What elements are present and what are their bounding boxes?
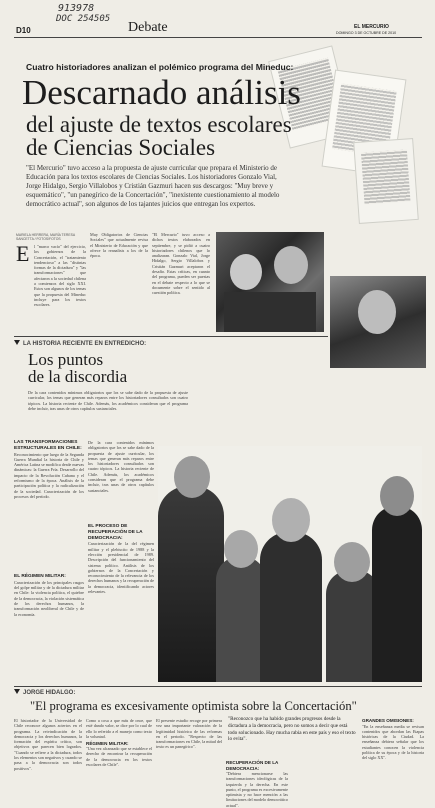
sidebar-section-transformaciones (14, 440, 84, 562)
article-kicker: Cuatro historiadores analizan el polémico programa del Mineduc: (26, 62, 294, 72)
interview-col-4-heading: RECUPERACIÓN DE LA DEMOCRACIA: (226, 760, 279, 771)
article-title: Descarnado análisis (22, 73, 301, 112)
sidebar-section-body: Caracterización de la del régimen militar y el plebiscito de 1988 y la elección presidencial de 1989. Descripción del funcionamiento del sistema político. Análisis de los gobiernos de la Concertación y reconocimiento de la relevancia de los derechos humanos y la recuperación de la democracia, identificando actores relevantes. (88, 541, 154, 595)
historian-portrait-photo (330, 276, 426, 368)
handwritten-archive-number: 913978 (58, 3, 95, 14)
interview-label (14, 689, 75, 696)
article-body-col-3-b: Gonzalo Vial, Jorge Hidalgo, Sergio Villalobos y Cristián Gazmuri aceptaron el desafío. Estas críticas, en cuanto del programa, pueden ser puestas en el debate respecto a lo que se documente sobre el sentido al cuestión política. (152, 253, 210, 296)
article-lede: "El Mercurio" tuvo acceso a la propuesta de ajuste curricular que prepara el Ministerio de Educación para los textos escolares de Ciencias Sociales. Los historiadores Gonzalo Vial, Jorge Hidalgo, Sergio Villalobos y Cristián Gazmuri hacen sus descargos: "Muy breve y esquemático", "un panegírico de la Concertación", "inexistente cuestionamiento al modelo democrático actual", son algunos de los tajantes juicios que entregan los expertos. (26, 164, 280, 209)
sidebar-section-heading: EL PROCESO DE RECUPERACIÓN DE LA DEMOCRACIA: (88, 524, 143, 541)
sidebar-section-democracia (88, 524, 154, 691)
historians-photo (216, 232, 324, 332)
document-collage-image (272, 44, 422, 224)
sidebar-label-text: LA HISTORIA RECIENTE EN ENTREDICHO: (23, 341, 147, 347)
sidebar-section-body: Reconocimiento que luego de la Segunda Guerra Mundial la historia de Chile y América Latina se modifica desde nuevas dinámicas: la Guerra Fría. Desarrollo del impacto de la Revolución Cubana y el reformismo de la época. Análisis de la participación política y la radicalización de la sociedad. Caracterización de los procesos del período. (14, 451, 84, 499)
interview-col-2 (86, 718, 152, 798)
article-subtitle-line-1: del ajuste de textos escolares (26, 112, 292, 137)
interview-pullquote: "Reconozco que ha habido grandes progresos desde la dictadura a la democracia, pero no somos a decir que está todo solucionado. Hay mucha rabia en este país y eso el texto lo evita". (228, 716, 356, 743)
interview-col-1: El historiador de la Universidad de Chile reconoce algunos aciertos en el programa. La reivindicación de la democracia y los derechos humanos, la formación del espíritu crítico, son objetivos que parecen bien logrados. "Cuando se refiere a la dictadura, todos los elementos son negativos y cuando se pasa a la democracia son todos positivos". (14, 718, 82, 771)
article-body-col-2: Muy Obligatorios de Ciencias Sociales" que actualmente revisa el Ministerio de Educación y que ofrece la reanalisis a los de la época. (90, 232, 148, 259)
interview-col-5-heading: GRANDES OMISIONES: (362, 718, 414, 723)
interview-col-2-text: Como a cosa a que más de once, que esté dando valor, se dice por lo cual de ello lo referido a el manejo como texto la voluntad. (86, 718, 152, 739)
interview-col-2-heading: RÉGIMEN MILITAR: (86, 741, 129, 747)
interview-col-5 (362, 718, 424, 798)
sidebar-title-1: Los puntos (28, 350, 104, 369)
section-title: Debate (128, 20, 168, 35)
interview-quote-title: "El programa es excesivamente optimista sobre la Concertación" (30, 699, 357, 713)
interview-col-4 (226, 760, 288, 808)
sidebar-label (14, 340, 146, 347)
sidebar-intro: De la cara contenidos mínimos obligatorios que los se sabe dado de la propuesta de ajuste curricular, los temas que generan más reparos entre los historiadores consultados son cuatro tópicos. La historia reciente de Chile. Además, los académicos consideran que el programa debe incluir, tras unas de otros capítulos sustanciales. (28, 390, 188, 411)
article-body-col-3-a: "El Mercurio" tuvo acceso a dichos textos elaborados en septiembre, y se pidió a cuatro historiadores chilenos que lo analizaran. (152, 232, 210, 259)
article-byline: MARIELA HERRERA, MARÍA TERESA SANCETTA / FOTOS/FOTOS (16, 233, 75, 242)
interview-col-3: El presente estudio recoge por primera vez una importante valoración de la legitimidad histórica de las reformas en el periodo. "Respecto de las transformaciones en Chile, la mitad del texto es un panegírico". (156, 718, 222, 750)
sidebar-col-2-text: De la cara contenidos mínimos obligatorios que los se sabe dado de la propuesta de ajuste curricular, los temas que generan más reparos entre los historiadores consultados son cuatro tópicos. La historia reciente de Chile. Además, los académicos consideran que el programa debe incluir, tras unas de otros capítulos sustanciales. (88, 440, 154, 493)
article-body-col-1: l "marco vacío" del ejercicio, los gobiernos de la Concertación, el "tratamiento tendencioso" a las "distintas formas de la dictadura" y "las transformaciones" que afectaron a la sociedad chilena a comienzos del siglo XXI. Estos son algunos de los temas que la propuesta del Mineduc incluye para los textos escolares. (34, 244, 86, 308)
interview-col-5-body: "En la enseñanza media se revisan contenidos que abordan las Etapas históricas de la Ciudad. La enseñanza debiera señalar que los estudiantes conocen la violencia política de su época y de la historia del siglo XX". (362, 723, 424, 761)
interview-label-text: JORGE HIDALGO: (23, 690, 76, 696)
page-number: D10 (16, 26, 31, 35)
drop-cap: E (16, 241, 30, 266)
interview-col-2-body: "Una vez alcanzado que se establece el derecho de encontrar la recuperación de la democracia en los textos escolares de Chile". (86, 746, 152, 768)
sidebar-section-regimen (14, 574, 84, 680)
interview-rule (14, 686, 422, 687)
article-body-col-3 (152, 232, 210, 332)
publication-name: EL MERCURIO (354, 24, 389, 30)
sidebar-section-body: Caracterización de los principales rasgos del golpe militar y de la dictadura militar en Chile: la violencia política, el quiebre de la democracia, la violación sistemática de los derechos humanos, la transformación neoliberal de Chile y de la economía. (14, 579, 84, 617)
sidebar-title-2: de la discordia (28, 367, 128, 386)
interview-col-4-body: "Debiera mencionarse las transformaciones ideológicas de la izquierda y la derecha. En este punto, el programa es excesivamente optimista y no hace mención a las limitaciones del modelo democrático actual". (226, 771, 288, 808)
handwritten-doc-number: DOC 254505 (56, 14, 111, 24)
sidebar-rule (14, 336, 328, 337)
group-photo (158, 446, 422, 682)
header-rule (14, 37, 422, 38)
issue-date: DOMINGO 3 DE OCTUBRE DE 2010 (336, 31, 397, 35)
article-subtitle-line-2: de Ciencias Sociales (26, 135, 216, 160)
sidebar-section-heading: EL RÉGIMEN MILITAR: (14, 574, 66, 579)
sidebar-section-heading: LAS TRANSFORMACIONES ESTRUCTURALES EN CHILE: (14, 440, 82, 451)
